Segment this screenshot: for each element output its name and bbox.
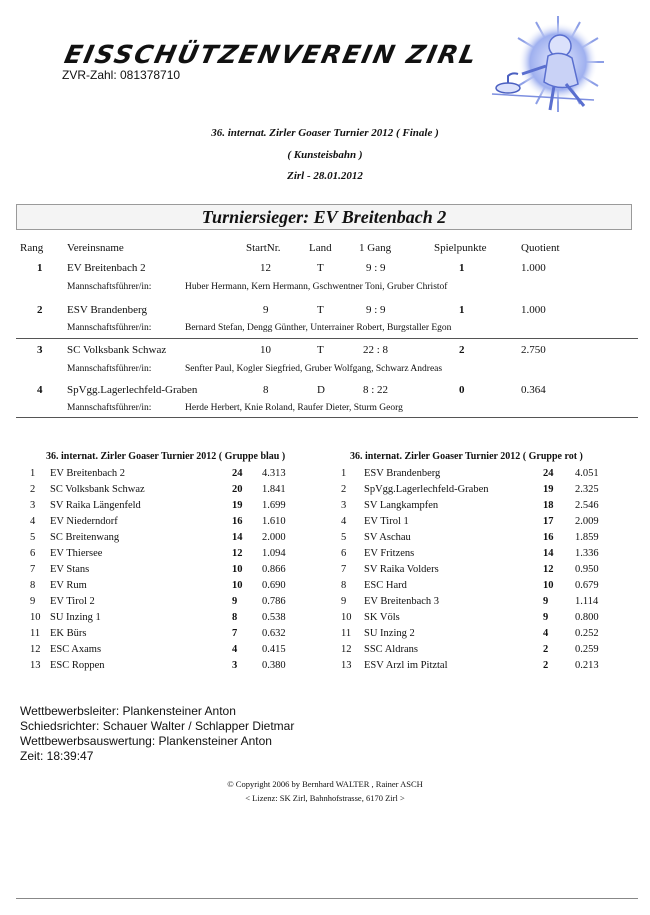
col-header-startnr: StartNr. (246, 242, 281, 254)
group-row-points: 14 (232, 532, 243, 543)
referees: Schiedsrichter: Schauer Walter / Schlapper Dietmar (20, 719, 295, 733)
row-startnr: 8 (263, 384, 269, 396)
group-row-quotient: 0.786 (262, 596, 286, 607)
competition-director: Wettbewerbsleiter: Plankensteiner Anton (20, 704, 236, 718)
row-gang: 9 : 9 (366, 304, 386, 316)
group-row-club: ESV Brandenberg (364, 468, 441, 479)
group-row-rank: 9 (30, 596, 36, 607)
group-row-points: 24 (543, 468, 554, 479)
group-row-quotient: 1.114 (575, 596, 599, 607)
row-land: T (317, 304, 324, 316)
group-row-quotient: 4.313 (262, 468, 286, 479)
group-row-rank: 10 (30, 612, 41, 623)
group-row-points: 7 (232, 628, 238, 639)
group-row-points: 18 (543, 500, 554, 511)
row-rank: 4 (37, 384, 43, 396)
group-row-points: 19 (232, 500, 243, 511)
winner-banner: Turniersieger: EV Breitenbach 2 (16, 204, 632, 230)
group-row-points: 12 (232, 548, 243, 559)
group-row-rank: 13 (341, 660, 352, 671)
group-row-points: 20 (232, 484, 243, 495)
group-row-club: SV Raika Längenfeld (50, 500, 141, 511)
group-row-points: 2 (543, 644, 549, 655)
row-rank: 2 (37, 304, 43, 316)
team-members: Senfter Paul, Kogler Siegfried, Gruber Wolfgang, Schwarz Andreas (185, 364, 443, 374)
group-row-points: 8 (232, 612, 238, 623)
group-row-rank: 12 (341, 644, 352, 655)
group-row-quotient: 2.000 (262, 532, 286, 543)
club-logo-icon (474, 14, 626, 126)
group-row-rank: 5 (30, 532, 36, 543)
col-header-land: Land (309, 242, 332, 254)
group-row-rank: 3 (30, 500, 36, 511)
row-rank: 1 (37, 262, 43, 274)
group-row-rank: 8 (30, 580, 36, 591)
group-row-rank: 7 (30, 564, 36, 575)
group-row-club: EV Breitenbach 2 (50, 468, 126, 479)
group-row-rank: 3 (341, 500, 347, 511)
group-row-rank: 11 (341, 628, 352, 639)
group-row-rank: 6 (30, 548, 36, 559)
col-header-quotient: Quotient (521, 242, 560, 254)
group-row-club: EV Thiersee (50, 548, 103, 559)
group-row-rank: 7 (341, 564, 347, 575)
group-row-rank: 11 (30, 628, 41, 639)
group-row-club: SU Inzing 2 (364, 628, 415, 639)
group-row-quotient: 0.538 (262, 612, 286, 623)
group-row-rank: 4 (341, 516, 347, 527)
group-row-quotient: 4.051 (575, 468, 599, 479)
table-divider (16, 338, 638, 339)
group-row-quotient: 0.259 (575, 644, 599, 655)
group-row-quotient: 0.252 (575, 628, 599, 639)
table-bottom-rule (16, 417, 638, 418)
group-row-club: SSC Aldrans (364, 644, 418, 655)
row-startnr: 12 (260, 262, 271, 274)
col-header-club: Vereinsname (67, 242, 124, 254)
group-row-quotient: 0.866 (262, 564, 286, 575)
group-row-quotient: 2.009 (575, 516, 599, 527)
row-club: EV Breitenbach 2 (67, 262, 146, 274)
row-club: SpVgg.Lagerlechfeld-Graben (67, 384, 198, 396)
group-row-points: 9 (543, 596, 549, 607)
group-row-quotient: 0.415 (262, 644, 286, 655)
group-row-club: ESC Roppen (50, 660, 105, 671)
row-land: T (317, 262, 324, 274)
row-land: D (317, 384, 325, 396)
group-row-quotient: 0.380 (262, 660, 286, 671)
group-row-rank: 4 (30, 516, 36, 527)
team-members: Herde Herbert, Knie Roland, Raufer Dieter, Sturm Georg (185, 403, 403, 413)
group-row-club: SV Langkampfen (364, 500, 439, 511)
group-row-club: EV Fritzens (364, 548, 415, 559)
row-gang: 8 : 22 (363, 384, 389, 396)
row-points: 2 (459, 344, 465, 356)
row-club: ESV Brandenberg (67, 304, 147, 316)
row-land: T (317, 344, 324, 356)
group-row-club: EV Stans (50, 564, 90, 575)
row-points: 1 (459, 304, 465, 316)
group-row-quotient: 0.690 (262, 580, 286, 591)
group-row-quotient: 1.841 (262, 484, 286, 495)
group-row-quotient: 2.546 (575, 500, 599, 511)
group-row-points: 3 (232, 660, 238, 671)
group-row-points: 16 (543, 532, 554, 543)
group-row-club: ESC Axams (50, 644, 102, 655)
group-row-club: EV Tirol 2 (50, 596, 95, 607)
event-subtitle: ( Kunsteisbahn ) (287, 149, 363, 161)
group-row-quotient: 0.800 (575, 612, 599, 623)
group-row-club: EV Tirol 1 (364, 516, 409, 527)
group-row-rank: 9 (341, 596, 347, 607)
evaluation: Wettbewerbsauswertung: Plankensteiner Anton (20, 734, 272, 748)
copyright: © Copyright 2006 by Bernhard WALTER , Rainer ASCH (227, 779, 423, 789)
row-rank: 3 (37, 344, 43, 356)
group-row-club: SV Raika Volders (364, 564, 439, 575)
group-row-club: EV Breitenbach 3 (364, 596, 440, 607)
event-place-date: Zirl - 28.01.2012 (287, 170, 363, 182)
group-red-title: 36. internat. Zirler Goaser Turnier 2012 ( Gruppe rot ) (350, 451, 583, 462)
group-row-points: 2 (543, 660, 549, 671)
team-leader-label: Mannschaftsführer/in: (67, 403, 152, 413)
row-quotient: 1.000 (521, 262, 546, 274)
group-row-quotient: 1.859 (575, 532, 599, 543)
row-startnr: 10 (260, 344, 271, 356)
col-header-gang: 1 Gang (359, 242, 392, 254)
group-row-club: EV Rum (50, 580, 87, 591)
row-quotient: 1.000 (521, 304, 546, 316)
group-row-club: EK Bürs (50, 628, 87, 639)
group-row-quotient: 1.610 (262, 516, 286, 527)
group-row-club: SC Volksbank Schwaz (50, 484, 145, 495)
team-leader-label: Mannschaftsführer/in: (67, 282, 152, 292)
group-row-club: SpVgg.Lagerlechfeld-Graben (364, 484, 489, 495)
team-members: Huber Hermann, Kern Hermann, Gschwentner Toni, Gruber Christof (185, 282, 448, 292)
time: Zeit: 18:39:47 (20, 749, 94, 763)
group-row-quotient: 1.699 (262, 500, 286, 511)
row-quotient: 2.750 (521, 344, 546, 356)
row-points: 1 (459, 262, 465, 274)
group-row-points: 17 (543, 516, 554, 527)
group-row-points: 10 (543, 580, 554, 591)
team-members: Bernard Stefan, Dengg Günther, Unterrainer Robert, Burgstaller Egon (185, 323, 452, 333)
team-leader-label: Mannschaftsführer/in: (67, 323, 152, 333)
group-row-quotient: 2.325 (575, 484, 599, 495)
group-row-rank: 2 (341, 484, 347, 495)
group-row-points: 19 (543, 484, 554, 495)
group-row-rank: 1 (341, 468, 347, 479)
event-title: 36. internat. Zirler Goaser Turnier 2012 ( Finale ) (211, 127, 439, 139)
group-row-club: SC Breitenwang (50, 532, 120, 543)
group-row-quotient: 0.632 (262, 628, 286, 639)
group-row-quotient: 0.213 (575, 660, 599, 671)
group-row-quotient: 1.094 (262, 548, 286, 559)
group-row-club: SK Völs (364, 612, 400, 623)
license: < Lizenz: SK Zirl, Bahnhofstrasse, 6170 Zirl > (245, 793, 405, 803)
group-row-points: 9 (232, 596, 238, 607)
zvr-number: ZVR-Zahl: 081378710 (62, 68, 181, 82)
group-row-rank: 12 (30, 644, 41, 655)
group-row-quotient: 0.679 (575, 580, 599, 591)
group-row-points: 9 (543, 612, 549, 623)
team-leader-label: Mannschaftsführer/in: (67, 364, 152, 374)
row-club: SC Volksbank Schwaz (67, 344, 167, 356)
row-quotient: 0.364 (521, 384, 546, 396)
group-row-rank: 1 (30, 468, 36, 479)
club-name: EISSCHÜTZENVEREIN ZIRL (62, 40, 481, 69)
row-gang: 22 : 8 (363, 344, 389, 356)
group-row-points: 12 (543, 564, 554, 575)
group-row-points: 14 (543, 548, 554, 559)
group-row-points: 10 (232, 564, 243, 575)
group-row-club: SV Aschau (364, 532, 411, 543)
group-row-quotient: 1.336 (575, 548, 599, 559)
group-row-points: 4 (232, 644, 238, 655)
group-row-club: EV Niederndorf (50, 516, 118, 527)
group-row-club: ESC Hard (364, 580, 407, 591)
group-row-quotient: 0.950 (575, 564, 599, 575)
row-points: 0 (459, 384, 465, 396)
group-row-club: SU Inzing 1 (50, 612, 101, 623)
group-row-rank: 13 (30, 660, 41, 671)
group-row-rank: 6 (341, 548, 347, 559)
group-row-points: 16 (232, 516, 243, 527)
col-header-rank: Rang (20, 242, 44, 254)
group-row-points: 10 (232, 580, 243, 591)
row-startnr: 9 (263, 304, 269, 316)
group-row-points: 4 (543, 628, 549, 639)
group-row-points: 24 (232, 468, 243, 479)
col-header-points: Spielpunkte (434, 242, 487, 254)
group-row-club: ESV Arzl im Pitztal (364, 660, 448, 671)
group-row-rank: 5 (341, 532, 347, 543)
page-bottom-rule (16, 898, 638, 899)
group-row-rank: 10 (341, 612, 352, 623)
group-row-rank: 8 (341, 580, 347, 591)
group-blue-title: 36. internat. Zirler Goaser Turnier 2012 ( Gruppe blau ) (46, 451, 286, 462)
group-row-rank: 2 (30, 484, 36, 495)
row-gang: 9 : 9 (366, 262, 386, 274)
